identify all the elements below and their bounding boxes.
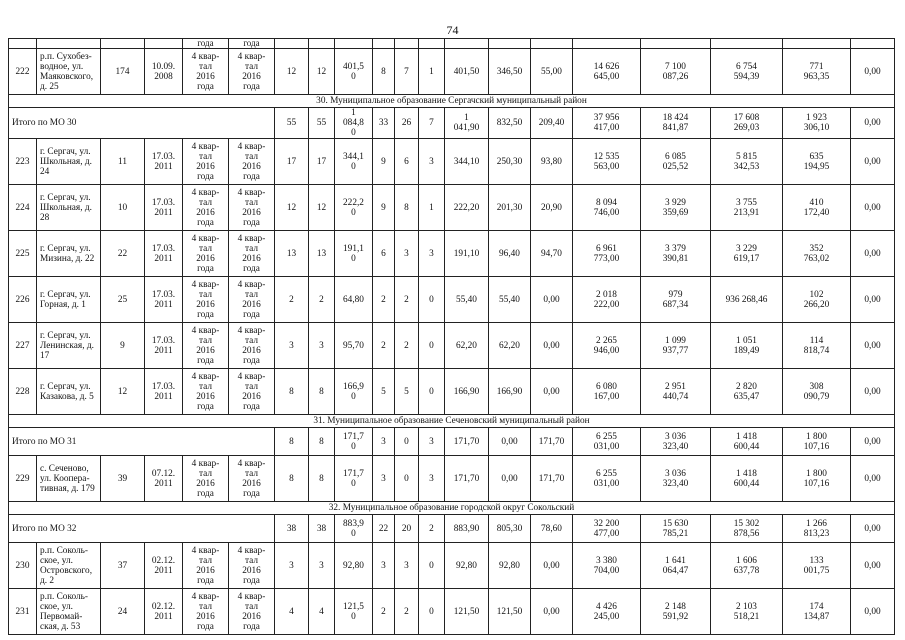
cell-c14: 55,40 [489,277,531,323]
cell-end: 4 квар- тал 2016 года [229,185,275,231]
cell-date: 07.12. 2011 [145,456,183,502]
continuation-cell: года [229,39,275,49]
cell-date: 17.03. 2011 [145,369,183,415]
total-cell-c19: 1 923 306,10 [783,108,851,139]
cell-c14: 0,00 [489,456,531,502]
cell-year: 9 [101,323,145,369]
cell-c7: 12 [275,185,309,231]
cell-c15: 0,00 [531,277,573,323]
section-title: 31. Муниципальное образование Сеченовский муниципальный район [9,415,895,428]
cell-c19: 114 818,74 [783,323,851,369]
cell-num: 223 [9,139,37,185]
cell-c9: 166,9 0 [335,369,373,415]
total-cell-c11: 0 [395,428,419,456]
cell-c16: 4 426 245,00 [573,589,641,635]
cell-c20: 0,00 [851,369,895,415]
section-title: 30. Муниципальное образование Сергачский муниципальный район [9,95,895,108]
total-cell-c10: 3 [373,428,395,456]
table-row [9,139,895,185]
total-cell-c20: 0,00 [851,108,895,139]
cell-start: 4 квар- тал 2016 года [183,49,229,95]
total-cell-c20: 0,00 [851,428,895,456]
cell-c18: 3 229 619,17 [711,231,783,277]
cell-start: 4 квар- тал 2016 года [183,185,229,231]
cell-c8: 4 [309,589,335,635]
total-cell-c7: 38 [275,515,309,543]
cell-start: 4 квар- тал 2016 года [183,543,229,589]
cell-c11: 3 [395,231,419,277]
cell-start: 4 квар- тал 2016 года [183,456,229,502]
page-number: 74 [446,23,459,37]
cell-c11: 2 [395,277,419,323]
cell-address: г. Сергач, ул. Горная, д. 1 [37,277,101,323]
table-row [9,49,895,95]
cell-c13: 166,90 [445,369,489,415]
cell-end: 4 квар- тал 2016 года [229,543,275,589]
cell-start: 4 квар- тал 2016 года [183,589,229,635]
cell-c19: 102 266,20 [783,277,851,323]
cell-c16: 8 094 746,00 [573,185,641,231]
total-cell-c18: 17 608 269,03 [711,108,783,139]
cell-num: 225 [9,231,37,277]
cell-c12: 0 [419,277,445,323]
cell-c15: 0,00 [531,323,573,369]
total-cell-c8: 38 [309,515,335,543]
table-row [9,185,895,231]
total-cell-c12: 3 [419,428,445,456]
cell-c10: 3 [373,456,395,502]
cell-c7: 3 [275,323,309,369]
cell-c17: 7 100 087,26 [641,49,711,95]
cell-c9: 344,1 0 [335,139,373,185]
cell-year: 12 [101,369,145,415]
cell-c8: 2 [309,277,335,323]
total-cell-c9: 1 084,8 0 [335,108,373,139]
cell-c17: 1 641 064,47 [641,543,711,589]
cell-c17: 1 099 937,77 [641,323,711,369]
cell-c18: 5 815 342,53 [711,139,783,185]
cell-c10: 2 [373,323,395,369]
cell-year: 25 [101,277,145,323]
cell-c15: 55,00 [531,49,573,95]
total-cell-c16: 6 255 031,00 [573,428,641,456]
cell-c20: 0,00 [851,543,895,589]
cell-c20: 0,00 [851,456,895,502]
cell-c19: 771 963,35 [783,49,851,95]
cell-address: р.п. Сухобез-водное, ул. Маяковского, д. 25 [37,49,101,95]
cell-c10: 9 [373,185,395,231]
total-cell-c18: 1 418 600,44 [711,428,783,456]
total-cell-c7: 8 [275,428,309,456]
cell-c7: 13 [275,231,309,277]
cell-c13: 121,50 [445,589,489,635]
cell-c14: 166,90 [489,369,531,415]
cell-c12: 1 [419,185,445,231]
table-row [9,231,895,277]
cell-c8: 17 [309,139,335,185]
total-cell-c12: 2 [419,515,445,543]
cell-c11: 8 [395,185,419,231]
cell-c13: 344,10 [445,139,489,185]
cell-c12: 0 [419,323,445,369]
cell-end: 4 квар- тал 2016 года [229,231,275,277]
cell-date: 17.03. 2011 [145,231,183,277]
cell-c8: 13 [309,231,335,277]
total-row [9,515,895,543]
cell-c12: 0 [419,369,445,415]
cell-c10: 6 [373,231,395,277]
total-cell-c19: 1 800 107,16 [783,428,851,456]
cell-c20: 0,00 [851,185,895,231]
cell-c11: 5 [395,369,419,415]
cell-date: 17.03. 2011 [145,323,183,369]
total-label: Итого по МО 32 [9,515,275,543]
cell-c18: 1 051 189,49 [711,323,783,369]
cell-c19: 410 172,40 [783,185,851,231]
total-cell-c13: 1 041,90 [445,108,489,139]
cell-c13: 222,20 [445,185,489,231]
cell-c14: 121,50 [489,589,531,635]
cell-c14: 201,30 [489,185,531,231]
cell-end: 4 квар- тал 2016 года [229,277,275,323]
cell-c19: 308 090,79 [783,369,851,415]
cell-c17: 2 148 591,92 [641,589,711,635]
cell-c11: 2 [395,323,419,369]
cell-c12: 0 [419,543,445,589]
cell-c19: 352 763,02 [783,231,851,277]
continuation-row [9,39,895,49]
cell-c15: 0,00 [531,369,573,415]
cell-c13: 92,80 [445,543,489,589]
total-cell-c8: 8 [309,428,335,456]
cell-c18: 1 418 600,44 [711,456,783,502]
cell-c19: 1 800 107,16 [783,456,851,502]
cell-c16: 6 255 031,00 [573,456,641,502]
cell-c16: 2 018 222,00 [573,277,641,323]
cell-c19: 133 001,75 [783,543,851,589]
cell-c8: 3 [309,323,335,369]
cell-c10: 5 [373,369,395,415]
section-title-row [9,502,895,515]
cell-c20: 0,00 [851,589,895,635]
section-title-row [9,415,895,428]
total-label: Итого по МО 31 [9,428,275,456]
cell-c20: 0,00 [851,231,895,277]
total-cell-c15: 78,60 [531,515,573,543]
cell-address: г. Сергач, ул. Казакова, д. 5 [37,369,101,415]
cell-c17: 3 379 390,81 [641,231,711,277]
total-cell-c15: 209,40 [531,108,573,139]
cell-c13: 401,50 [445,49,489,95]
cell-c10: 2 [373,277,395,323]
cell-c7: 2 [275,277,309,323]
cell-c7: 8 [275,369,309,415]
total-cell-c14: 832,50 [489,108,531,139]
cell-c18: 2 103 518,21 [711,589,783,635]
cell-c8: 12 [309,185,335,231]
cell-c14: 62,20 [489,323,531,369]
table-row [9,589,895,635]
total-cell-c10: 33 [373,108,395,139]
cell-c15: 93,80 [531,139,573,185]
cell-c15: 0,00 [531,589,573,635]
cell-end: 4 квар- тал 2016 года [229,139,275,185]
cell-c18: 3 755 213,91 [711,185,783,231]
cell-end: 4 квар- тал 2016 года [229,49,275,95]
cell-c9: 171,7 0 [335,456,373,502]
total-cell-c17: 15 630 785,21 [641,515,711,543]
cell-c11: 6 [395,139,419,185]
cell-c13: 171,70 [445,456,489,502]
cell-c15: 94,70 [531,231,573,277]
cell-c17: 3 929 359,69 [641,185,711,231]
cell-c14: 346,50 [489,49,531,95]
cell-c10: 9 [373,139,395,185]
cell-c17: 2 951 440,74 [641,369,711,415]
cell-end: 4 квар- тал 2016 года [229,323,275,369]
cell-c9: 121,5 0 [335,589,373,635]
cell-c7: 17 [275,139,309,185]
cell-date: 17.03. 2011 [145,139,183,185]
cell-c9: 191,1 0 [335,231,373,277]
cell-c7: 12 [275,49,309,95]
cell-c16: 6 080 167,00 [573,369,641,415]
cell-address: г. Сергач, ул. Школьная, д. 28 [37,185,101,231]
cell-end: 4 квар- тал 2016 года [229,369,275,415]
cell-year: 174 [101,49,145,95]
total-cell-c18: 15 302 878,56 [711,515,783,543]
cell-start: 4 квар- тал 2016 года [183,277,229,323]
cell-c19: 635 194,95 [783,139,851,185]
total-cell-c17: 18 424 841,87 [641,108,711,139]
total-cell-c9: 171,7 0 [335,428,373,456]
cell-c18: 936 268,46 [711,277,783,323]
cell-c16: 14 626 645,00 [573,49,641,95]
table-row [9,323,895,369]
cell-year: 10 [101,185,145,231]
cell-c9: 222,2 0 [335,185,373,231]
total-cell-c9: 883,9 0 [335,515,373,543]
table-row [9,543,895,589]
cell-num: 231 [9,589,37,635]
total-row [9,108,895,139]
cell-c11: 3 [395,543,419,589]
cell-c10: 3 [373,543,395,589]
cell-c12: 1 [419,49,445,95]
table-row [9,277,895,323]
cell-date: 02.12. 2011 [145,589,183,635]
cell-year: 22 [101,231,145,277]
cell-c8: 12 [309,49,335,95]
cell-address: г. Сергач, ул. Мизина, д. 22 [37,231,101,277]
cell-c18: 1 606 637,78 [711,543,783,589]
cell-c10: 8 [373,49,395,95]
cell-c18: 2 820 635,47 [711,369,783,415]
cell-c9: 401,5 0 [335,49,373,95]
cell-c15: 0,00 [531,543,573,589]
cell-year: 11 [101,139,145,185]
total-cell-c13: 171,70 [445,428,489,456]
total-cell-c12: 7 [419,108,445,139]
table-body [9,39,895,635]
cell-date: 17.03. 2011 [145,277,183,323]
cell-c16: 2 265 946,00 [573,323,641,369]
cell-c10: 2 [373,589,395,635]
cell-c17: 6 085 025,52 [641,139,711,185]
cell-address: с. Сеченово, ул. Коопера-тивная, д. 179 [37,456,101,502]
table-row [9,456,895,502]
cell-c14: 96,40 [489,231,531,277]
cell-num: 224 [9,185,37,231]
cell-c7: 3 [275,543,309,589]
cell-num: 222 [9,49,37,95]
cell-c17: 979 687,34 [641,277,711,323]
cell-year: 39 [101,456,145,502]
cell-c14: 92,80 [489,543,531,589]
cell-address: р.п. Соколь-ское, ул. Первомай-ская, д. 53 [37,589,101,635]
data-table [8,38,895,635]
cell-c7: 4 [275,589,309,635]
continuation-cell: года [183,39,229,49]
total-cell-c8: 55 [309,108,335,139]
cell-c8: 8 [309,456,335,502]
cell-num: 226 [9,277,37,323]
cell-c16: 6 961 773,00 [573,231,641,277]
cell-c7: 8 [275,456,309,502]
cell-date: 17.03. 2011 [145,185,183,231]
cell-c11: 0 [395,456,419,502]
cell-c9: 92,80 [335,543,373,589]
cell-year: 37 [101,543,145,589]
cell-c12: 3 [419,231,445,277]
cell-c13: 55,40 [445,277,489,323]
cell-c12: 3 [419,139,445,185]
cell-end: 4 квар- тал 2016 года [229,589,275,635]
cell-num: 228 [9,369,37,415]
cell-date: 02.12. 2011 [145,543,183,589]
cell-start: 4 квар- тал 2016 года [183,231,229,277]
cell-c18: 6 754 594,39 [711,49,783,95]
total-cell-c11: 20 [395,515,419,543]
total-cell-c10: 22 [373,515,395,543]
cell-c12: 0 [419,589,445,635]
cell-c12: 3 [419,456,445,502]
cell-address: г. Сергач, ул. Ленинская, д. 17 [37,323,101,369]
total-cell-c14: 0,00 [489,428,531,456]
cell-c19: 174 134,87 [783,589,851,635]
total-cell-c11: 26 [395,108,419,139]
total-cell-c16: 37 956 417,00 [573,108,641,139]
cell-num: 230 [9,543,37,589]
cell-c15: 20,90 [531,185,573,231]
cell-address: р.п. Соколь-ское, ул. Островского, д. 2 [37,543,101,589]
total-cell-c15: 171,70 [531,428,573,456]
total-cell-c14: 805,30 [489,515,531,543]
cell-c15: 171,70 [531,456,573,502]
cell-c17: 3 036 323,40 [641,456,711,502]
cell-c20: 0,00 [851,49,895,95]
cell-end: 4 квар- тал 2016 года [229,456,275,502]
total-cell-c17: 3 036 323,40 [641,428,711,456]
cell-num: 227 [9,323,37,369]
cell-c11: 2 [395,589,419,635]
total-cell-c7: 55 [275,108,309,139]
total-row [9,428,895,456]
cell-c20: 0,00 [851,323,895,369]
cell-c13: 62,20 [445,323,489,369]
cell-start: 4 квар- тал 2016 года [183,369,229,415]
cell-c9: 95,70 [335,323,373,369]
total-cell-c13: 883,90 [445,515,489,543]
section-title: 32. Муниципальное образование городской округ Сокольский [9,502,895,515]
total-cell-c19: 1 266 813,23 [783,515,851,543]
cell-c13: 191,10 [445,231,489,277]
total-cell-c20: 0,00 [851,515,895,543]
cell-c8: 3 [309,543,335,589]
cell-c8: 8 [309,369,335,415]
cell-start: 4 квар- тал 2016 года [183,323,229,369]
section-title-row [9,95,895,108]
total-cell-c16: 32 200 477,00 [573,515,641,543]
cell-c16: 12 535 563,00 [573,139,641,185]
cell-address: г. Сергач, ул. Школьная, д. 24 [37,139,101,185]
table-row [9,369,895,415]
cell-num: 229 [9,456,37,502]
cell-c20: 0,00 [851,277,895,323]
cell-c11: 7 [395,49,419,95]
cell-start: 4 квар- тал 2016 года [183,139,229,185]
cell-c20: 0,00 [851,139,895,185]
cell-year: 24 [101,589,145,635]
cell-c14: 250,30 [489,139,531,185]
cell-c16: 3 380 704,00 [573,543,641,589]
cell-c9: 64,80 [335,277,373,323]
total-label: Итого по МО 30 [9,108,275,139]
cell-date: 10.09. 2008 [145,49,183,95]
